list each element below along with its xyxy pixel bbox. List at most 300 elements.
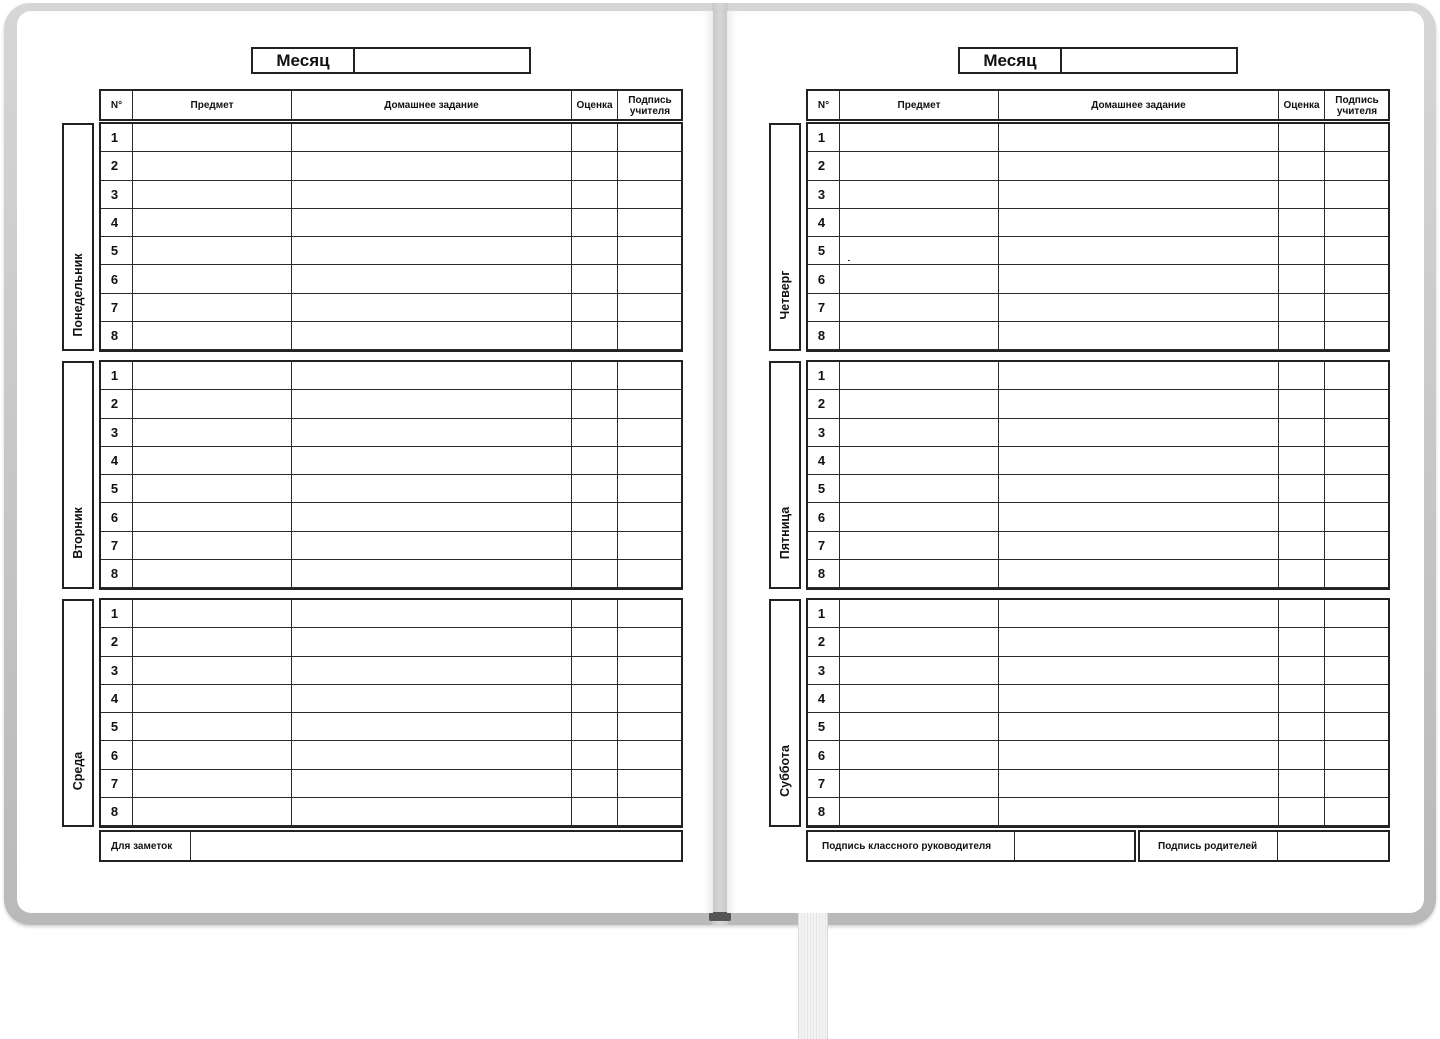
teacher-sign-cell[interactable] — [618, 265, 683, 293]
day-label: Четверг — [778, 270, 792, 320]
subject-cell[interactable] — [840, 656, 999, 684]
homework-cell[interactable] — [999, 769, 1279, 797]
lesson-number: 5 — [101, 237, 133, 265]
subject-cell[interactable] — [840, 237, 999, 265]
table-row — [101, 713, 683, 741]
grade-cell[interactable] — [1279, 418, 1325, 446]
grade-cell[interactable] — [1279, 390, 1325, 418]
table-row — [808, 741, 1390, 769]
homework-cell[interactable] — [292, 769, 572, 797]
grade-cell[interactable] — [1279, 475, 1325, 503]
lesson-number: 5 — [808, 713, 840, 741]
teacher-sign-cell[interactable] — [1325, 322, 1390, 350]
table-row — [101, 656, 683, 684]
lesson-number: 1 — [808, 600, 840, 628]
subject-cell[interactable] — [840, 418, 999, 446]
subject-cell[interactable] — [840, 503, 999, 531]
lesson-number: 8 — [808, 560, 840, 588]
table-row — [808, 798, 1390, 826]
homework-cell[interactable] — [999, 798, 1279, 826]
header-homework: Домашнее задание — [999, 91, 1279, 121]
lesson-number: 2 — [101, 152, 133, 180]
lesson-number: 8 — [101, 560, 133, 588]
table-row — [101, 503, 683, 531]
homework-cell[interactable] — [292, 560, 572, 588]
grade-cell[interactable] — [572, 600, 618, 628]
grade-cell[interactable] — [572, 390, 618, 418]
teacher-sign-cell[interactable] — [1325, 446, 1390, 474]
grade-cell[interactable] — [1279, 769, 1325, 797]
teacher-sign-cell[interactable] — [618, 418, 683, 446]
homework-cell[interactable] — [292, 798, 572, 826]
lesson-number: 4 — [101, 208, 133, 236]
lesson-number: 3 — [101, 418, 133, 446]
subject-cell[interactable] — [133, 265, 292, 293]
schedule-table-right-1 — [807, 123, 1390, 350]
homework-cell[interactable] — [292, 293, 572, 321]
left-header-row — [100, 90, 683, 121]
teacher-sign-cell[interactable] — [618, 180, 683, 208]
grade-cell[interactable] — [572, 560, 618, 588]
subject-cell[interactable] — [133, 560, 292, 588]
table-row — [808, 446, 1390, 474]
subject-cell[interactable] — [133, 293, 292, 321]
homework-cell[interactable] — [292, 628, 572, 656]
subject-cell[interactable] — [133, 390, 292, 418]
table-row — [808, 628, 1390, 656]
subject-cell[interactable] — [133, 475, 292, 503]
right-month-label: Месяц — [960, 49, 1062, 72]
lesson-number: 4 — [808, 684, 840, 712]
subject-cell[interactable] — [133, 741, 292, 769]
table-row — [101, 237, 683, 265]
class-teacher-sign-box — [806, 830, 1136, 862]
lesson-number: 7 — [101, 531, 133, 559]
subject-cell[interactable] — [133, 152, 292, 180]
homework-cell[interactable] — [999, 265, 1279, 293]
grade-cell[interactable] — [572, 475, 618, 503]
homework-cell[interactable] — [999, 152, 1279, 180]
teacher-sign-cell[interactable] — [1325, 237, 1390, 265]
teacher-sign-cell[interactable] — [1325, 265, 1390, 293]
table-row — [101, 769, 683, 797]
subject-cell[interactable] — [133, 600, 292, 628]
homework-cell[interactable] — [999, 475, 1279, 503]
grade-cell[interactable] — [1279, 600, 1325, 628]
grade-cell[interactable] — [1279, 798, 1325, 826]
homework-cell[interactable] — [292, 713, 572, 741]
grade-cell[interactable] — [572, 531, 618, 559]
table-row — [101, 418, 683, 446]
homework-cell[interactable] — [999, 713, 1279, 741]
teacher-sign-cell[interactable] — [618, 152, 683, 180]
teacher-sign-cell[interactable] — [1325, 503, 1390, 531]
table-row — [808, 503, 1390, 531]
teacher-sign-cell[interactable] — [618, 322, 683, 350]
subject-cell[interactable] — [133, 237, 292, 265]
teacher-sign-cell[interactable] — [618, 560, 683, 588]
subject-cell[interactable] — [840, 265, 999, 293]
subject-cell[interactable] — [133, 684, 292, 712]
homework-cell[interactable] — [999, 656, 1279, 684]
homework-cell[interactable] — [999, 531, 1279, 559]
teacher-sign-cell[interactable] — [618, 503, 683, 531]
homework-cell[interactable] — [999, 684, 1279, 712]
subject-cell[interactable] — [133, 208, 292, 236]
grade-cell[interactable] — [572, 628, 618, 656]
lesson-number: 6 — [808, 265, 840, 293]
teacher-sign-cell[interactable] — [618, 741, 683, 769]
subject-cell[interactable] — [840, 769, 999, 797]
grade-cell[interactable] — [1279, 237, 1325, 265]
lesson-number: 5 — [101, 475, 133, 503]
subject-cell[interactable] — [840, 390, 999, 418]
teacher-sign-cell[interactable] — [618, 293, 683, 321]
table-row — [808, 390, 1390, 418]
table-row — [101, 152, 683, 180]
table-row — [808, 124, 1390, 152]
homework-cell[interactable] — [999, 628, 1279, 656]
lesson-number: 3 — [101, 180, 133, 208]
homework-cell[interactable] — [292, 600, 572, 628]
grade-cell[interactable] — [572, 152, 618, 180]
grade-cell[interactable] — [1279, 180, 1325, 208]
lesson-number: 7 — [101, 293, 133, 321]
notes-box — [99, 830, 683, 862]
grade-cell[interactable] — [1279, 124, 1325, 152]
homework-cell[interactable] — [292, 475, 572, 503]
day-label-box-2 — [769, 361, 801, 589]
header-grade: Оценка — [1279, 91, 1325, 121]
subject-cell[interactable] — [133, 769, 292, 797]
bookmark-ribbon — [798, 912, 828, 1039]
subject-cell[interactable] — [133, 531, 292, 559]
left-month-box — [251, 47, 531, 74]
grade-cell[interactable] — [1279, 362, 1325, 390]
teacher-sign-cell[interactable] — [1325, 390, 1390, 418]
lesson-number: 8 — [101, 798, 133, 826]
table-row — [101, 600, 683, 628]
subject-cell[interactable] — [133, 798, 292, 826]
subject-cell[interactable] — [133, 124, 292, 152]
schedule-table-left-3 — [100, 599, 683, 826]
teacher-sign-cell[interactable] — [618, 362, 683, 390]
homework-cell[interactable] — [999, 208, 1279, 236]
table-row — [808, 322, 1390, 350]
subject-cell[interactable] — [133, 322, 292, 350]
table-row — [808, 713, 1390, 741]
grade-cell[interactable] — [1279, 152, 1325, 180]
lesson-number: 8 — [808, 798, 840, 826]
homework-cell[interactable] — [999, 362, 1279, 390]
homework-cell[interactable] — [292, 684, 572, 712]
subject-cell[interactable] — [840, 684, 999, 712]
lesson-number: 5 — [101, 713, 133, 741]
right-month-box — [958, 47, 1238, 74]
teacher-sign-cell[interactable] — [618, 475, 683, 503]
homework-cell[interactable] — [999, 503, 1279, 531]
teacher-sign-cell[interactable] — [1325, 656, 1390, 684]
grade-cell[interactable] — [1279, 446, 1325, 474]
day-label-box-2 — [62, 361, 94, 589]
subject-cell[interactable] — [840, 124, 999, 152]
teacher-sign-cell[interactable] — [618, 600, 683, 628]
table-row — [808, 265, 1390, 293]
homework-cell[interactable] — [999, 600, 1279, 628]
homework-cell[interactable] — [999, 180, 1279, 208]
table-row — [808, 531, 1390, 559]
grade-cell[interactable] — [1279, 503, 1325, 531]
table-row — [101, 208, 683, 236]
header-num: N° — [808, 91, 840, 121]
teacher-sign-cell[interactable] — [618, 124, 683, 152]
homework-cell[interactable] — [292, 390, 572, 418]
homework-cell[interactable] — [292, 124, 572, 152]
grade-cell[interactable] — [572, 322, 618, 350]
homework-cell[interactable] — [292, 503, 572, 531]
homework-cell[interactable] — [292, 446, 572, 474]
teacher-sign-cell[interactable] — [1325, 560, 1390, 588]
table-row — [808, 656, 1390, 684]
lesson-number: 6 — [808, 503, 840, 531]
teacher-sign-cell[interactable] — [618, 208, 683, 236]
class-teacher-sign-label: Подпись классного руководителя — [808, 832, 1015, 860]
subject-cell[interactable] — [840, 293, 999, 321]
subject-cell[interactable] — [133, 503, 292, 531]
homework-cell[interactable] — [999, 560, 1279, 588]
teacher-sign-cell[interactable] — [618, 713, 683, 741]
teacher-sign-cell[interactable] — [1325, 208, 1390, 236]
homework-cell[interactable] — [999, 124, 1279, 152]
table-row — [101, 560, 683, 588]
homework-cell[interactable] — [999, 322, 1279, 350]
grade-cell[interactable] — [572, 124, 618, 152]
subject-cell[interactable] — [840, 152, 999, 180]
grade-cell[interactable] — [1279, 293, 1325, 321]
left-month-field[interactable] — [355, 49, 529, 72]
day-label: Понедельник — [71, 253, 85, 337]
grade-cell[interactable] — [1279, 531, 1325, 559]
grade-cell[interactable] — [1279, 322, 1325, 350]
subject-cell[interactable] — [133, 180, 292, 208]
day-label-box-3 — [769, 599, 801, 827]
teacher-sign-cell[interactable] — [618, 390, 683, 418]
lesson-number: 4 — [101, 446, 133, 474]
grade-cell[interactable] — [1279, 684, 1325, 712]
teacher-sign-cell[interactable] — [618, 656, 683, 684]
teacher-sign-cell[interactable] — [1325, 769, 1390, 797]
lesson-number: 8 — [808, 322, 840, 350]
parents-sign-field[interactable] — [1278, 832, 1388, 860]
subject-cell[interactable] — [840, 798, 999, 826]
teacher-sign-cell[interactable] — [1325, 152, 1390, 180]
subject-cell[interactable] — [133, 446, 292, 474]
teacher-sign-cell[interactable] — [1325, 418, 1390, 446]
grade-cell[interactable] — [572, 446, 618, 474]
homework-cell[interactable] — [999, 237, 1279, 265]
homework-cell[interactable] — [292, 237, 572, 265]
homework-cell[interactable] — [999, 418, 1279, 446]
teacher-sign-cell[interactable] — [1325, 180, 1390, 208]
teacher-sign-cell[interactable] — [618, 446, 683, 474]
spine-notch — [709, 912, 731, 921]
teacher-sign-cell[interactable] — [1325, 741, 1390, 769]
grade-cell[interactable] — [572, 684, 618, 712]
subject-cell[interactable] — [840, 600, 999, 628]
teacher-sign-cell[interactable] — [1325, 798, 1390, 826]
table-row — [101, 180, 683, 208]
table-row — [808, 560, 1390, 588]
subject-cell[interactable] — [133, 362, 292, 390]
day-label: Суббота — [778, 745, 792, 797]
teacher-sign-cell[interactable] — [618, 237, 683, 265]
day-label-box-1 — [769, 123, 801, 351]
table-row — [101, 446, 683, 474]
subject-cell[interactable] — [840, 475, 999, 503]
grade-cell[interactable] — [572, 265, 618, 293]
table-row — [101, 531, 683, 559]
stray-mark — [848, 260, 850, 261]
grade-cell[interactable] — [572, 293, 618, 321]
homework-cell[interactable] — [292, 362, 572, 390]
subject-cell[interactable] — [133, 418, 292, 446]
homework-cell[interactable] — [292, 208, 572, 236]
grade-cell[interactable] — [1279, 713, 1325, 741]
lesson-number: 1 — [808, 362, 840, 390]
homework-cell[interactable] — [292, 265, 572, 293]
grade-cell[interactable] — [572, 418, 618, 446]
table-row — [808, 180, 1390, 208]
parents-sign-label: Подпись родителей — [1140, 832, 1278, 860]
homework-cell[interactable] — [292, 152, 572, 180]
lesson-number: 7 — [808, 531, 840, 559]
subject-cell[interactable] — [840, 713, 999, 741]
lesson-number: 1 — [808, 124, 840, 152]
lesson-number: 5 — [808, 237, 840, 265]
lesson-number: 6 — [101, 741, 133, 769]
table-row — [101, 265, 683, 293]
right-month-field[interactable] — [1062, 49, 1236, 72]
grade-cell[interactable] — [1279, 560, 1325, 588]
teacher-sign-cell[interactable] — [618, 684, 683, 712]
teacher-sign-cell[interactable] — [1325, 531, 1390, 559]
homework-cell[interactable] — [292, 180, 572, 208]
day-label-box-1 — [62, 123, 94, 351]
grade-cell[interactable] — [1279, 656, 1325, 684]
teacher-sign-cell[interactable] — [618, 628, 683, 656]
homework-cell[interactable] — [999, 293, 1279, 321]
grade-cell[interactable] — [572, 503, 618, 531]
day-label-box-3 — [62, 599, 94, 827]
grade-cell[interactable] — [1279, 741, 1325, 769]
homework-cell[interactable] — [999, 741, 1279, 769]
table-row — [101, 798, 683, 826]
subject-cell[interactable] — [133, 628, 292, 656]
lesson-number: 7 — [101, 769, 133, 797]
teacher-sign-cell[interactable] — [1325, 362, 1390, 390]
notes-label: Для заметок — [101, 832, 191, 860]
lesson-number: 4 — [101, 684, 133, 712]
subject-cell[interactable] — [840, 208, 999, 236]
table-row — [808, 769, 1390, 797]
table-row — [101, 390, 683, 418]
table-row — [808, 293, 1390, 321]
header-teacher-sign: Подпись учителя — [1325, 91, 1390, 121]
homework-cell[interactable] — [999, 446, 1279, 474]
grade-cell[interactable] — [572, 237, 618, 265]
lesson-number: 3 — [808, 180, 840, 208]
table-row — [808, 600, 1390, 628]
teacher-sign-cell[interactable] — [1325, 600, 1390, 628]
subject-cell[interactable] — [133, 713, 292, 741]
table-row — [101, 124, 683, 152]
teacher-sign-cell[interactable] — [1325, 628, 1390, 656]
subject-cell[interactable] — [840, 446, 999, 474]
homework-cell[interactable] — [292, 656, 572, 684]
homework-cell[interactable] — [292, 418, 572, 446]
subject-cell[interactable] — [133, 656, 292, 684]
teacher-sign-cell[interactable] — [1325, 293, 1390, 321]
header-subject: Предмет — [133, 91, 292, 121]
table-row — [808, 152, 1390, 180]
teacher-sign-cell[interactable] — [1325, 713, 1390, 741]
table-row — [808, 475, 1390, 503]
homework-cell[interactable] — [292, 531, 572, 559]
grade-cell[interactable] — [572, 180, 618, 208]
grade-cell[interactable] — [1279, 265, 1325, 293]
homework-cell[interactable] — [999, 390, 1279, 418]
table-row — [101, 684, 683, 712]
teacher-sign-cell[interactable] — [1325, 124, 1390, 152]
table-row — [101, 362, 683, 390]
planner-spine — [712, 3, 728, 925]
table-row — [101, 475, 683, 503]
grade-cell[interactable] — [572, 362, 618, 390]
lesson-number: 4 — [808, 446, 840, 474]
grade-cell[interactable] — [572, 769, 618, 797]
teacher-sign-cell[interactable] — [618, 769, 683, 797]
grade-cell[interactable] — [572, 713, 618, 741]
subject-cell[interactable] — [840, 628, 999, 656]
grade-cell[interactable] — [572, 798, 618, 826]
subject-cell[interactable] — [840, 531, 999, 559]
lesson-number: 6 — [101, 503, 133, 531]
grade-cell[interactable] — [1279, 208, 1325, 236]
lesson-number: 2 — [101, 628, 133, 656]
day-label: Среда — [71, 751, 85, 791]
teacher-sign-cell[interactable] — [1325, 684, 1390, 712]
grade-cell[interactable] — [572, 656, 618, 684]
subject-cell[interactable] — [840, 741, 999, 769]
notes-field[interactable] — [191, 832, 681, 860]
subject-cell[interactable] — [840, 362, 999, 390]
grade-cell[interactable] — [572, 208, 618, 236]
grade-cell[interactable] — [1279, 628, 1325, 656]
table-row — [101, 628, 683, 656]
grade-cell[interactable] — [572, 741, 618, 769]
homework-cell[interactable] — [292, 741, 572, 769]
teacher-sign-cell[interactable] — [618, 531, 683, 559]
homework-cell[interactable] — [292, 322, 572, 350]
subject-cell[interactable] — [840, 560, 999, 588]
table-row — [808, 362, 1390, 390]
lesson-number: 4 — [808, 208, 840, 236]
teacher-sign-cell[interactable] — [1325, 475, 1390, 503]
subject-cell[interactable] — [840, 180, 999, 208]
subject-cell[interactable] — [840, 322, 999, 350]
class-teacher-sign-field[interactable] — [1015, 832, 1134, 860]
teacher-sign-cell[interactable] — [618, 798, 683, 826]
